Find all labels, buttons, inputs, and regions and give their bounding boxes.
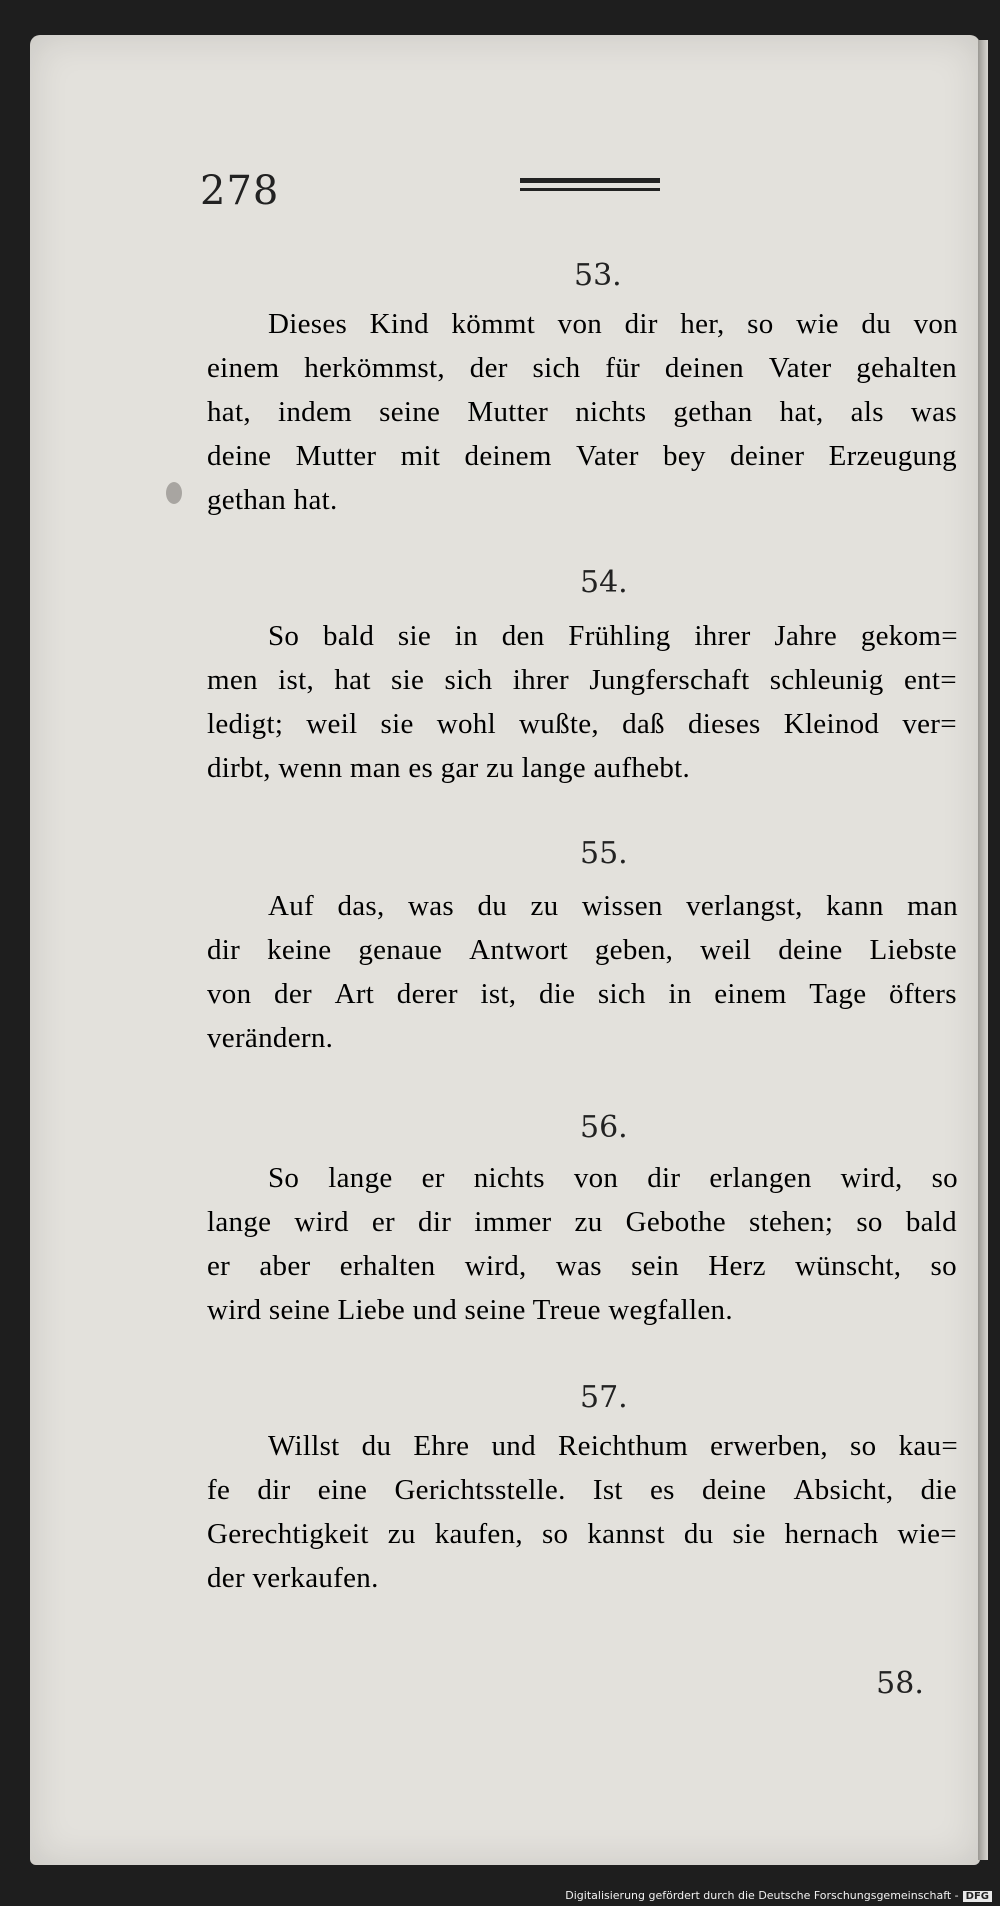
- word: deinem: [464, 440, 552, 472]
- word: von: [573, 1162, 619, 1194]
- word: sich: [444, 664, 493, 696]
- word: Absicht,: [793, 1474, 894, 1506]
- word: deine: [207, 440, 272, 472]
- word: kau=: [898, 1430, 958, 1462]
- word: keine: [267, 934, 332, 966]
- word: kann: [826, 890, 884, 922]
- word: deinen: [664, 352, 744, 384]
- text-line: [207, 708, 957, 752]
- word: Vater: [768, 352, 832, 384]
- text-line: [207, 396, 957, 440]
- text-line: [268, 620, 958, 664]
- word: bald: [323, 620, 375, 652]
- header-rule-thick: [520, 178, 660, 183]
- word: immer: [474, 1206, 552, 1238]
- word: lange: [207, 1206, 272, 1238]
- word: was: [408, 890, 455, 922]
- word: so: [850, 1430, 877, 1462]
- word: erlangen: [709, 1162, 812, 1194]
- word: seine: [379, 396, 441, 428]
- word: hernach: [784, 1518, 879, 1550]
- word: wird,: [840, 1162, 903, 1194]
- word: sie: [397, 620, 432, 652]
- word: das,: [337, 890, 385, 922]
- text-line: [268, 308, 958, 352]
- word: ver=: [902, 708, 957, 740]
- text-line: [207, 440, 957, 484]
- word: gekom=: [860, 620, 958, 652]
- word: Liebste: [869, 934, 957, 966]
- word: zu: [530, 890, 559, 922]
- word: weil: [700, 934, 752, 966]
- text-line: [268, 1162, 958, 1206]
- word: in: [668, 978, 692, 1010]
- word: fe: [207, 1474, 231, 1506]
- word: du: [683, 1518, 714, 1550]
- word: wußte,: [519, 708, 599, 740]
- word: sie: [380, 708, 414, 740]
- word: wissen: [581, 890, 663, 922]
- word: sich: [532, 352, 581, 384]
- word: Willst: [268, 1430, 340, 1462]
- word: was: [910, 396, 957, 428]
- word: sich: [597, 978, 646, 1010]
- word: indem: [278, 396, 353, 428]
- word: für: [605, 352, 640, 384]
- word: Auf: [268, 890, 315, 922]
- word: lange: [328, 1162, 393, 1194]
- text-line: [207, 934, 957, 978]
- word: so: [747, 308, 774, 340]
- word: Gebothe: [625, 1206, 726, 1238]
- word: die: [920, 1474, 957, 1506]
- text-line: [207, 352, 957, 396]
- word: mit: [400, 440, 441, 472]
- word: aber: [259, 1250, 311, 1282]
- word: deine: [778, 934, 843, 966]
- line-text: der verkaufen.: [207, 1562, 379, 1594]
- word: von: [557, 308, 603, 340]
- word: ist,: [278, 664, 315, 696]
- word: es: [649, 1474, 675, 1506]
- word: wird: [294, 1206, 349, 1238]
- line-text: dirbt, wenn man es gar zu lange aufhebt.: [207, 752, 691, 784]
- line-text: verändern.: [207, 1022, 334, 1054]
- word: ent=: [903, 664, 957, 696]
- ink-blot: [166, 482, 182, 504]
- text-line: [207, 1518, 957, 1562]
- word: Erzeugung: [828, 440, 957, 472]
- word: Kind: [369, 308, 429, 340]
- word: ihrer: [694, 620, 751, 652]
- text-line: [268, 890, 958, 934]
- dfg-logo: DFG: [963, 1891, 992, 1902]
- word: Vater: [575, 440, 639, 472]
- word: kaufen,: [434, 1518, 523, 1550]
- word: Reichthum: [558, 1430, 688, 1462]
- word: erwerben,: [710, 1430, 828, 1462]
- word: sie: [391, 664, 425, 696]
- catchword: 58.: [876, 1666, 924, 1701]
- header-rule-thin: [520, 188, 660, 191]
- word: Tage: [809, 978, 867, 1010]
- line-text: gethan hat.: [207, 484, 338, 516]
- word: was: [555, 1250, 602, 1282]
- word: wird,: [464, 1250, 527, 1282]
- word: Art: [334, 978, 375, 1010]
- word: öfters: [889, 978, 957, 1010]
- word: Frühling: [568, 620, 671, 652]
- word: so: [931, 1162, 958, 1194]
- text-line: [207, 1562, 957, 1606]
- word: hat,: [207, 396, 251, 428]
- word: bey: [662, 440, 706, 472]
- word: du: [477, 890, 508, 922]
- word: die: [538, 978, 576, 1010]
- word: er: [207, 1250, 231, 1282]
- word: derer: [396, 978, 458, 1010]
- word: dir: [418, 1206, 452, 1238]
- text-line: [207, 1294, 957, 1338]
- text-line: [207, 664, 957, 708]
- word: Jungferschaft: [589, 664, 750, 696]
- word: in: [454, 620, 478, 652]
- text-line: [207, 1206, 957, 1250]
- word: kömmt: [451, 308, 536, 340]
- word: dir: [624, 308, 658, 340]
- word: wie=: [897, 1518, 957, 1550]
- word: ihrer: [512, 664, 569, 696]
- word: von: [913, 308, 958, 340]
- word: hat: [334, 664, 371, 696]
- text-line: [268, 1430, 958, 1474]
- word: Dieses: [268, 308, 348, 340]
- word: verlangst,: [686, 890, 803, 922]
- word: und: [491, 1430, 536, 1462]
- word: zu: [574, 1206, 603, 1238]
- word: Gerechtigkeit: [207, 1518, 369, 1550]
- word: herkömmst,: [304, 352, 445, 384]
- word: dieses: [687, 708, 761, 740]
- word: du: [361, 1430, 392, 1462]
- section-number: 56.: [580, 1110, 628, 1145]
- word: so: [930, 1250, 957, 1282]
- word: so: [856, 1206, 883, 1238]
- word: gethan: [673, 396, 753, 428]
- word: hat,: [779, 396, 824, 428]
- word: wohl: [436, 708, 496, 740]
- text-line: [207, 1250, 957, 1294]
- word: ist,: [480, 978, 517, 1010]
- word: So: [268, 1162, 300, 1194]
- word: weil: [306, 708, 358, 740]
- word: wünscht,: [794, 1250, 902, 1282]
- word: Ehre: [413, 1430, 470, 1462]
- line-text: wird seine Liebe und seine Treue wegfallen.: [207, 1294, 733, 1326]
- word: So: [268, 620, 300, 652]
- text-line: [207, 1022, 957, 1066]
- word: einem: [714, 978, 787, 1010]
- word: stehen;: [749, 1206, 834, 1238]
- word: nichts: [473, 1162, 545, 1194]
- word: von: [207, 978, 252, 1010]
- word: er: [371, 1206, 395, 1238]
- word: kannst: [587, 1518, 665, 1550]
- word: nichts: [575, 396, 647, 428]
- word: men: [207, 664, 258, 696]
- word: Mutter: [467, 396, 549, 428]
- word: Ist: [592, 1474, 623, 1506]
- word: Herz: [708, 1250, 766, 1282]
- page-number: 278: [200, 168, 280, 214]
- word: sein: [631, 1250, 679, 1282]
- word: man: [907, 890, 958, 922]
- word: daß: [622, 708, 665, 740]
- word: Antwort: [469, 934, 568, 966]
- text-line: [207, 978, 957, 1022]
- word: gehalten: [856, 352, 957, 384]
- word: Jahre: [774, 620, 838, 652]
- word: sie: [732, 1518, 766, 1550]
- section-number: 53.: [574, 258, 622, 293]
- word: deiner: [730, 440, 805, 472]
- word: so: [541, 1518, 569, 1550]
- word: erhalten: [339, 1250, 436, 1282]
- word: der: [274, 978, 312, 1010]
- word: geben,: [594, 934, 674, 966]
- section-number: 54.: [580, 565, 628, 600]
- word: der: [469, 352, 508, 384]
- word: zu: [387, 1518, 416, 1550]
- word: ledigt;: [207, 708, 284, 740]
- word: dir: [647, 1162, 681, 1194]
- text-line: [207, 752, 957, 796]
- word: dir: [257, 1474, 291, 1506]
- word: er: [421, 1162, 445, 1194]
- text-line: [207, 484, 957, 528]
- word: dir: [207, 934, 241, 966]
- word: genaue: [358, 934, 443, 966]
- digitization-credit: [565, 1889, 992, 1902]
- word: Mutter: [295, 440, 377, 472]
- word: den: [501, 620, 545, 652]
- credit-text: Digitalisierung gefördert durch die Deutsche Forschungsgemeinschaft -: [565, 1889, 959, 1902]
- section-number: 57.: [580, 1380, 628, 1415]
- word: bald: [905, 1206, 957, 1238]
- word: du: [861, 308, 892, 340]
- section-number: 55.: [580, 836, 628, 871]
- word: eine: [317, 1474, 368, 1506]
- word: her,: [680, 308, 725, 340]
- word: deine: [701, 1474, 767, 1506]
- word: wie: [796, 308, 839, 340]
- word: Kleinod: [783, 708, 880, 740]
- page-edge: [978, 40, 988, 1860]
- word: schleunig: [769, 664, 884, 696]
- word: einem: [207, 352, 280, 384]
- word: Gerichtsstelle.: [394, 1474, 566, 1506]
- text-line: [207, 1474, 957, 1518]
- word: als: [850, 396, 884, 428]
